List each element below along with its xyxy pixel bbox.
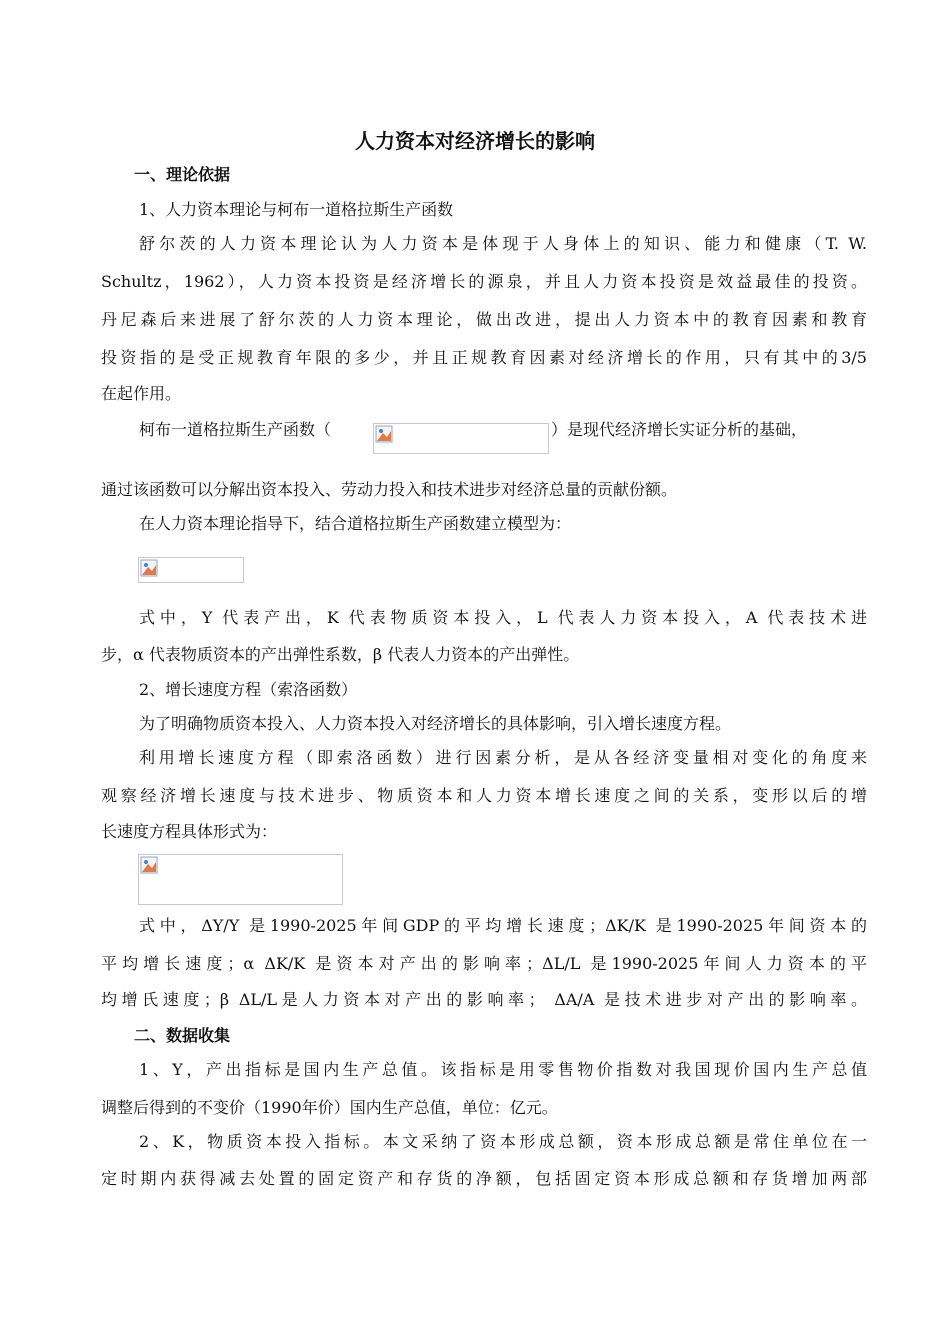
paragraph-line: 通过该函数可以分解出资本投入、劳动力投入和技术进步对经济总量的贡献份额。 bbox=[101, 480, 678, 499]
section-heading-data: 二、数据收集 bbox=[134, 1026, 231, 1045]
paragraph-line: ）是现代经济增长实证分析的基础， bbox=[551, 420, 808, 439]
section-heading-theory: 一、理论依据 bbox=[134, 165, 231, 184]
paragraph-line: 投资指的是受正规教育年限的多少，并且正规教育因素对经济增长的作用，只有其中的3/5 bbox=[101, 348, 867, 367]
broken-image-icon bbox=[140, 559, 158, 577]
paragraph-line: 调整后得到的不变价（1990年价）国内生产总值，单位：亿元。 bbox=[101, 1098, 558, 1117]
paragraph-line: 均增氏速度；β ΔL/L是人力资本对产出的影响率； ΔA/A 是技术进步对产出的影响率。 bbox=[101, 990, 867, 1009]
paragraph-line: 舒尔茨的人力资本理论认为人力资本是体现于人身体上的知识、能力和健康（T. W. bbox=[139, 234, 867, 253]
paragraph-line: 式中，Y 代表产出，K 代表物质资本投入，L 代表人力资本投入，A 代表技术进 bbox=[139, 608, 867, 627]
paragraph-line: 式中，ΔY/Y 是1990-2025年间GDP的平均增长速度；ΔK/K 是1990-2025年间资本的 bbox=[139, 916, 867, 935]
broken-image-icon bbox=[375, 425, 393, 443]
paragraph-line: 在起作用。 bbox=[101, 384, 182, 403]
paragraph-line: 2、K，物质资本投入指标。本文采纳了资本形成总额，资本形成总额是常住单位在一 bbox=[139, 1132, 867, 1151]
paragraph-line: 利用增长速度方程（即索洛函数）进行因素分析，是从各经济变量相对变化的角度来 bbox=[139, 748, 867, 767]
broken-image-icon bbox=[140, 856, 158, 874]
formula-image-model bbox=[138, 557, 244, 583]
paragraph-line: 长速度方程具体形式为： bbox=[101, 822, 278, 841]
paragraph-line: 观察经济增长速度与技术进步、物质资本和人力资本增长速度之间的关系，变形以后的增 bbox=[101, 786, 867, 805]
paragraph-line: 平均增长速度；α ΔK/K 是资本对产出的影响率；ΔL/L 是1990-2025年间人力资本的平 bbox=[101, 954, 867, 973]
paragraph-line: 定时期内获得减去处置的固定资产和存货的净额，包括固定资本形成总额和存货增加两部 bbox=[101, 1169, 867, 1188]
subheading-human-capital: 1、人力资本理论与柯布一道格拉斯生产函数 bbox=[139, 200, 454, 219]
page-title: 人力资本对经济增长的影响 bbox=[355, 129, 595, 153]
paragraph-line: 在人力资本理论指导下，结合道格拉斯生产函数建立模型为： bbox=[139, 514, 572, 533]
paragraph-line: 为了明确物质资本投入、人力资本投入对经济增长的具体影响，引入增长速度方程。 bbox=[139, 714, 732, 733]
paragraph-line: 丹尼森后来进展了舒尔茨的人力资本理论，做出改进，提出人力资本中的教育因素和教育 bbox=[101, 310, 867, 329]
paragraph-line: 步，α 代表物质资本的产出弹性系数，β 代表人力资本的产出弹性。 bbox=[101, 645, 580, 664]
paragraph-line: 1、Y，产出指标是国内生产总值。该指标是用零售物价指数对我国现价国内生产总值 bbox=[139, 1060, 867, 1079]
formula-image-solow bbox=[138, 854, 343, 905]
formula-image-cobb-douglas bbox=[373, 423, 549, 454]
subheading-growth-equation: 2、增长速度方程（索洛函数） bbox=[139, 680, 358, 699]
paragraph-line: Schultz，1962），人力资本投资是经济增长的源泉，并且人力资本投资是效益最佳的投资。 bbox=[101, 272, 867, 291]
paragraph-line: 柯布一道格拉斯生产函数（ bbox=[139, 420, 332, 439]
